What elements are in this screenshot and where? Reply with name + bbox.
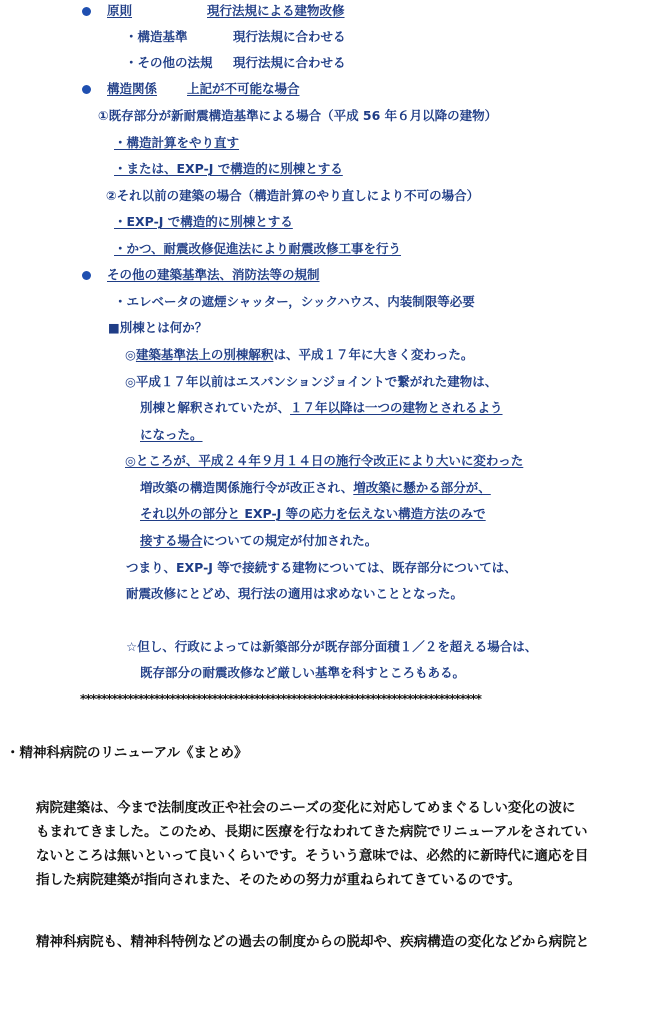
sb-note-line2: 既存部分の耐震改修など厳しい基準を科すところもある。 bbox=[140, 665, 466, 680]
sb-p1 bbox=[125, 347, 473, 363]
bullet-structure-label: 構造関係 bbox=[107, 81, 158, 96]
sb-p3-line3: それ以外の部分と EXP-J 等の応力を伝えない構造方法のみで bbox=[140, 506, 486, 521]
sb-p2-line3: になった。 bbox=[140, 427, 203, 442]
bullet-dot-icon bbox=[82, 85, 91, 94]
sb-p3-line1: ◎ところが、平成２４年９月１４日の施行令改正により大いに変わった bbox=[125, 453, 524, 468]
original-item-label: ・構造基準 bbox=[125, 29, 188, 44]
summary-p2-line: 精神科病院も、精神科特例などの過去の制度からの脱却や、疾病構造の変化などから病院と bbox=[36, 934, 590, 950]
sb-p3-line2a: 増改築の構造関係施行令が改正され、 bbox=[140, 480, 354, 495]
summary-p1-line: ないところは無いといって良いくらいです。そういう意味では、必然的に新時代に適応を目 bbox=[36, 848, 589, 864]
summary-p1-line: もまれてきました。このため、長期に医療を行なわれてきた病院でリニューアルをされてい bbox=[36, 824, 588, 840]
sb-p1-mark: ◎ bbox=[125, 347, 136, 362]
sb-p3-line2b: 増改築に懸かる部分が、 bbox=[353, 480, 491, 495]
sb-note-line1: ☆但し、行政によっては新築部分が既存部分面積１／２を超える場合は、 bbox=[126, 639, 538, 654]
case2-item: ・かつ、耐震改修促進法により耐震改修工事を行う bbox=[114, 241, 402, 256]
sb-p1-rest: は、平成１７年に大きく変わった。 bbox=[273, 347, 474, 362]
sb-p1-term: 建築基準法上の別棟解釈 bbox=[135, 347, 274, 362]
case2-heading: ②それ以前の建築の場合（構造計算のやり直しにより不可の場合） bbox=[106, 188, 480, 203]
bullet-original-label: 原則 bbox=[107, 3, 133, 18]
summary-paragraph-1 bbox=[36, 796, 636, 892]
bullet-original-value: 現行法規による建物改修 bbox=[207, 3, 345, 18]
original-item-value: 現行法規に合わせる bbox=[233, 55, 346, 70]
sb-p3-line2 bbox=[140, 480, 491, 496]
original-item-value: 現行法規に合わせる bbox=[233, 29, 346, 44]
sb-p4-line2: 耐震改修にとどめ、現行法の適用は求めないこととなった。 bbox=[126, 586, 464, 601]
sb-p3-line4b: についての規定が付加された。 bbox=[202, 533, 378, 548]
bullet-dot-icon bbox=[82, 271, 91, 280]
case1-heading: ①既存部分が新耐震構造基準による場合（平成 56 年６月以降の建物） bbox=[98, 108, 498, 123]
sb-p2-line2 bbox=[140, 400, 503, 416]
bullet-dot-icon bbox=[82, 7, 91, 16]
case1-item: ・構造計算をやり直す bbox=[114, 135, 240, 150]
sb-p3-line4 bbox=[140, 533, 377, 549]
asterisk-separator: **************************************************************************** bbox=[80, 692, 481, 706]
summary-paragraph-2 bbox=[36, 930, 636, 954]
sb-p2-line1: ◎平成１７年以前はエスパンションジョイントで繋がれた建物は、 bbox=[125, 374, 498, 389]
case2-item: ・EXP-J で構造的に別棟とする bbox=[114, 214, 293, 229]
original-item-label: ・その他の法規 bbox=[125, 55, 213, 70]
bullet-structure-value: 上記が不可能な場合 bbox=[187, 81, 300, 96]
sb-p2-line2b: １７年以降は一つの建物とされるよう bbox=[290, 400, 503, 415]
other-laws-item: ・エレベータの遮煙シャッター，シックハウス、内装制限等必要 bbox=[114, 294, 475, 309]
sb-p2-line2a: 別棟と解釈されていたが、 bbox=[140, 400, 291, 415]
summary-p1-line: 指した病院建築が指向されまた、そのための努力が重ねられてきているのです。 bbox=[36, 872, 521, 888]
sb-p3-line4a: 接する場合 bbox=[140, 533, 203, 548]
summary-p1-line: 病院建築は、今まで法制度改正や社会のニーズの変化に対応してめまぐるしい変化の波に bbox=[36, 800, 576, 816]
sb-p4-line1: つまり、EXP-J 等で接続する建物については、既存部分については、 bbox=[126, 560, 517, 575]
bullet-other-laws: その他の建築基準法、消防法等の規制 bbox=[107, 267, 320, 282]
case1-item: ・または、EXP-J で構造的に別棟とする bbox=[114, 161, 343, 176]
separate-building-heading: ■別棟とは何か？ bbox=[108, 320, 208, 335]
summary-title: ・精神科病院のリニューアル《まとめ》 bbox=[6, 745, 248, 761]
